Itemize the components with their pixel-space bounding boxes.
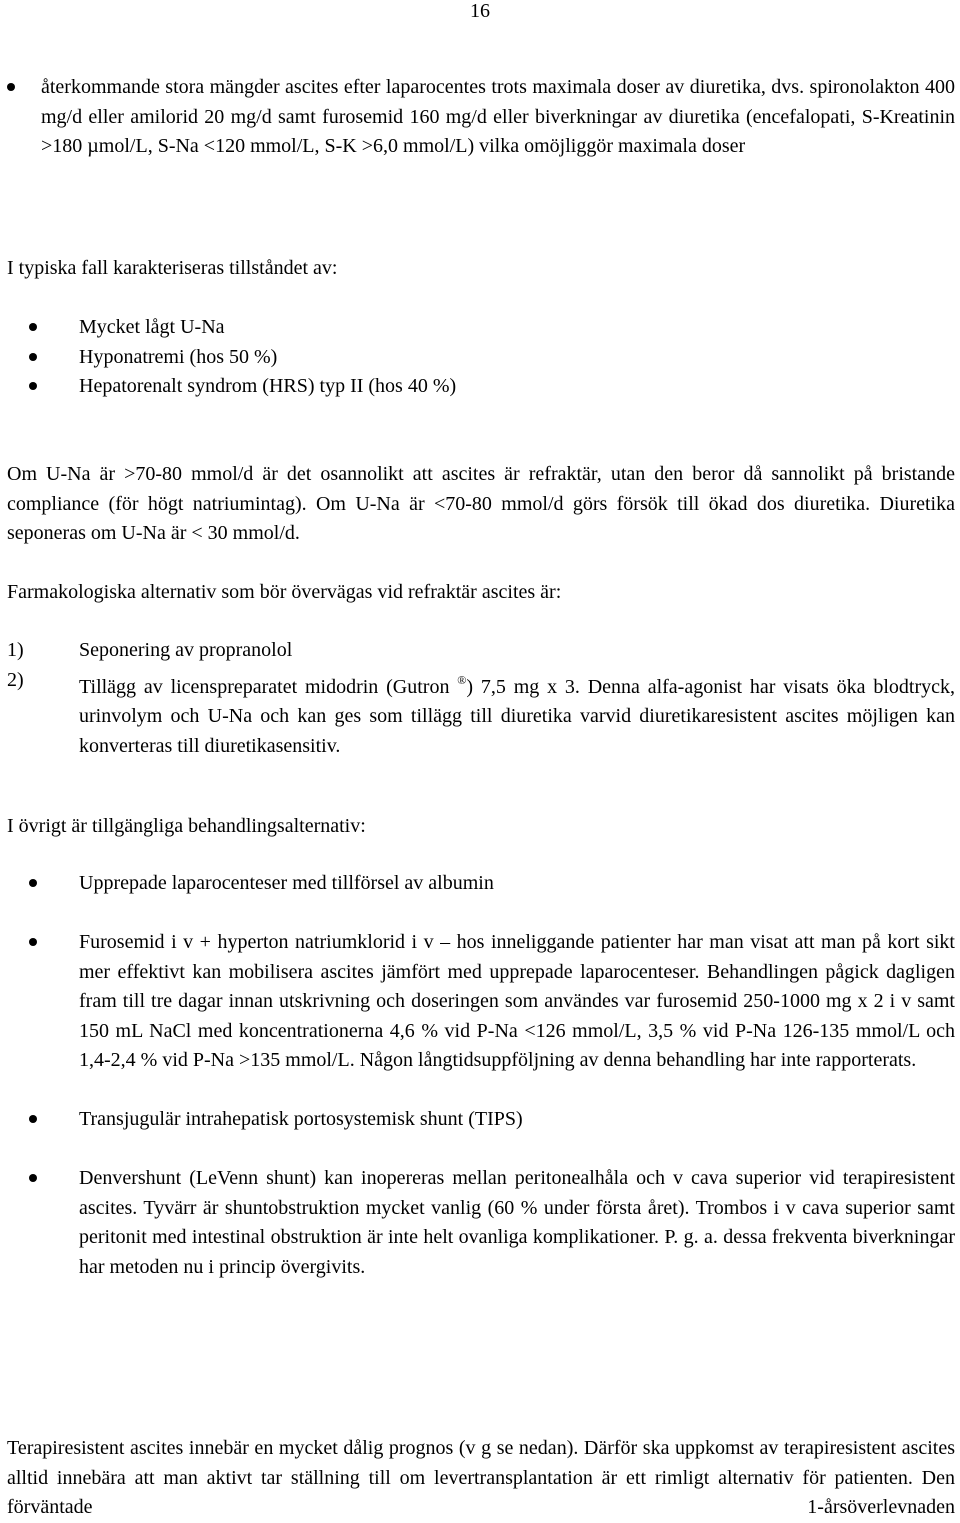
characterized-intro: I typiska fall karakteriseras tillståndet av: [7,257,338,279]
bullet-icon [29,323,37,331]
other-treatments-list [7,869,955,1282]
refractory-criteria-bullet [7,73,955,162]
bullet-icon [29,1174,37,1182]
list-item: Hepatorenalt syndrom (HRS) typ II (hos 40 %) [7,372,955,402]
list-item: Mycket lågt U-Na [7,313,955,343]
page-number: 16 [470,0,490,22]
refractory-criteria-text: återkommande stora mängder ascites efter laparocentes trots maximala doser av diuretika, dvs. spironolakton 400 mg/d eller amilorid 20 mg/d samt furosemid 160 mg/d eller biverkningar av diuretika (encefalopati, S-Kreatinin >180 µmol/L, S-Na <120 mmol/L, S-K >6,0 mmol/L) vilka omöjliggör maximala doser [41,76,955,157]
bullet-icon [29,1115,37,1123]
list-item: Furosemid i v + hyperton natriumklorid i v – hos inneliggande patienter har man visat att man på kort sikt mer effektivt kan mobilisera ascites jämfört med upprepade laparocenteser. Behandlingen pågick dagligen fram till tre dagar innan utskrivning och doseringen som användes var furosemid 250-1000 mg x 2 i v samt 150 mL NaCl med koncentrationerna 4,6 % vid P-Na <126 mmol/L, 3,5 % vid P-Na 126-135 mmol/L och 1,4-2,4 % vid P-Na >135 mmol/L. Någon långtidsuppföljning av denna behandling har inte rapporterats. [7,928,955,1076]
bullet-icon [29,938,37,946]
final-paragraph: Terapiresistent ascites innebär en mycket dålig prognos (v g se nedan). Därför ska uppkomst av terapiresistent ascites alltid innebära att man aktivt tar ställning till om levertransplantation är ett rimligt alternativ för patienten. Den förväntade 1-årsöverlevnaden [7,1437,955,1518]
bullet-icon [29,353,37,361]
list-item: Upprepade laparocenteser med tillförsel av albumin [7,869,955,899]
list-item: Transjugulär intrahepatisk portosystemisk shunt (TIPS) [7,1105,955,1135]
una-paragraph: Om U-Na är >70-80 mmol/d är det osannolikt att ascites är refraktär, utan den beror då sannolikt på bristande compliance (för högt natriumintag). Om U-Na är <70-80 mmol/d görs försök till ökad dos diuretika. Diuretika seponeras om U-Na är < 30 mmol/d. [7,463,955,544]
bullet-icon [29,382,37,390]
list-item: 2) Tillägg av licenspreparatet midodrin (Gutron ®) 7,5 mg x 3. Denna alfa-agonist har visats öka blodtryck, urinvolym och U-Na och kan ges som tillägg till diuretika varvid diuretikaresistent ascites möjligen kan konverteras till diuretikasensitiv. [7,668,956,757]
pharma-list [7,636,955,761]
list-item: 1) Seponering av propranolol [7,639,293,661]
other-intro: I övrigt är tillgängliga behandlingsalternativ: [7,815,366,837]
list-item: Denvershunt (LeVenn shunt) kan inopereras mellan peritonealhåla och v cava superior vid terapiresistent ascites. Tyvärr är shuntobstruktion mycket vanlig (60 % under första året). Trombos i v cava superior samt peritonit med intestinal obstruktion är inte helt ovanliga komplikationer. P. g. a. dessa frekventa biverkningar har metoden nu i princip övergivits. [7,1164,955,1282]
list-item: Hyponatremi (hos 50 %) [7,343,955,373]
characterized-list [7,313,955,402]
bullet-icon [29,879,37,887]
bullet-icon [7,83,15,91]
registered-mark: ® [457,672,467,687]
pharma-intro: Farmakologiska alternativ som bör övervägas vid refraktär ascites är: [7,581,562,603]
